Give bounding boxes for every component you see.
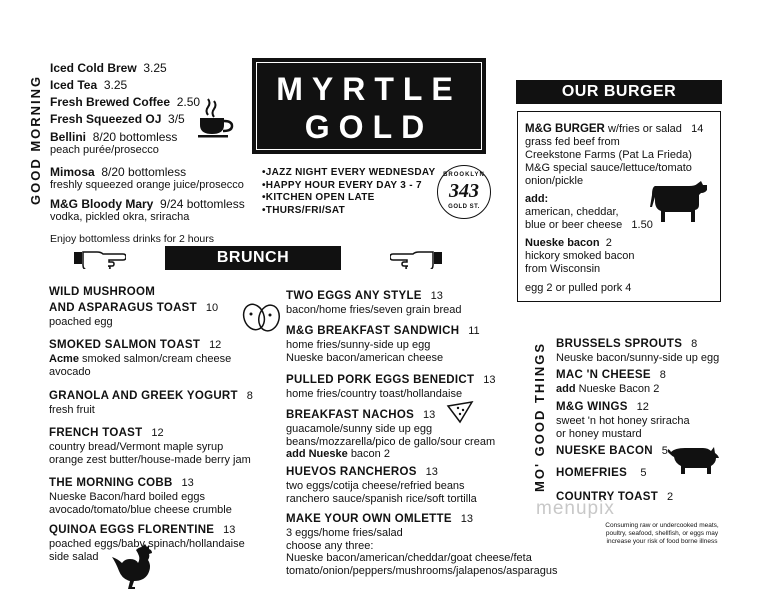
- cocktail-desc: vodka, pickled okra, sriracha: [50, 211, 190, 223]
- burger-title: M&G BURGER w/fries or salad 14: [525, 123, 704, 135]
- seal-bottom: GOLD ST.: [448, 204, 480, 210]
- logo-line2: GOLD: [304, 109, 434, 145]
- drink-item: Iced Cold Brew 3.25: [50, 61, 167, 75]
- event-item: •HAPPY HOUR EVERY DAY 3 - 7: [262, 179, 422, 191]
- event-item: •THURS/FRI/SAT: [262, 204, 346, 216]
- seal-top: BROOKLYN: [443, 172, 485, 178]
- burger-add-line: american, cheddar,: [525, 206, 619, 218]
- menu-item: SMOKED SALMON TOAST 12 Acme smoked salmon/cream cheese avocado: [49, 339, 232, 378]
- burger-bacon-desc: hickory smoked bacon: [525, 250, 635, 262]
- cocktail-item: Mimosa 8/20 bottomless: [50, 165, 187, 179]
- pointing-hand-left-icon: [390, 247, 442, 269]
- cocktail-item: Bellini 8/20 bottomless: [50, 130, 178, 144]
- cocktail-desc: freshly squeezed orange juice/prosecco: [50, 179, 244, 191]
- menu-item: THE MORNING COBB 13 Nueske Bacon/hard boiled eggs avocado/tomato/blue cheese crumble: [49, 477, 232, 516]
- drink-item: Fresh Brewed Coffee 2.50: [50, 95, 201, 109]
- address-seal: [437, 165, 491, 219]
- watermark: menupix: [536, 498, 615, 519]
- burger-desc: grass fed beef from: [525, 136, 620, 148]
- menu-item: M&G BREAKFAST SANDWICH 11 home fries/sunny-side up egg Nueske bacon/american cheese: [286, 325, 480, 364]
- brunch-header-text: BRUNCH: [216, 249, 290, 266]
- menu-item: HUEVOS RANCHEROS 13 two eggs/cotija cheese/refried beans ranchero sauce/spanish rice/soft tortilla: [286, 466, 477, 505]
- burger-add-label: add:: [525, 193, 549, 205]
- cocktail-item: M&G Bloody Mary 9/24 bottomless: [50, 197, 245, 211]
- menu-item: FRENCH TOAST 12 country bread/Vermont maple syrup orange zest butter/house-made berry jam: [49, 427, 251, 466]
- pig-icon: [666, 444, 720, 476]
- event-item: •KITCHEN OPEN LATE: [262, 192, 375, 203]
- nacho-chip-icon: [446, 400, 474, 424]
- brunch-header: [165, 246, 341, 270]
- pointing-hand-right-icon: [74, 247, 126, 269]
- brunch-right-column: [286, 286, 558, 577]
- brunch-left-column: [49, 286, 253, 563]
- cow-icon: [643, 176, 709, 222]
- burger-desc: Creekstone Farms (Pat La Frieda): [525, 149, 692, 161]
- menu-item: BREAKFAST NACHOS 13 guacamole/sunny side up egg beans/mozzarella/pico de gallo/sour cream add Nueske bacon 2: [286, 409, 496, 460]
- menu-item: MAKE YOUR OWN OMLETTE 13 3 eggs/home fries/salad choose any three: Nueske bacon/american/cheddar/goat cheese/feta tomato/onion/peppers/mushrooms/jalapenos/asparagus: [286, 513, 558, 577]
- bottomless-note: Enjoy bottomless drinks for 2 hours: [50, 233, 214, 245]
- mo-good-things-label: MO' GOOD THINGS: [532, 341, 547, 492]
- burger-add-line: blue or beer cheese 1.50: [525, 219, 653, 231]
- seal-number: 343: [449, 180, 479, 202]
- side-item: BRUSSELS SPROUTS 8 Neuske bacon/sunny-side up egg: [556, 338, 720, 364]
- burger-desc: onion/pickle: [525, 175, 584, 187]
- logo-line1: MYRTLE: [276, 71, 462, 107]
- eggs-icon: [240, 300, 284, 332]
- side-item: HOMEFRIES 5: [556, 467, 647, 479]
- drink-item: Fresh Squeezed OJ 3/5: [50, 112, 185, 126]
- burger-bacon: Nueske bacon 2: [525, 237, 612, 249]
- sides-list: [556, 334, 719, 505]
- cocktail-desc: peach purée/prosecco: [50, 144, 159, 156]
- burger-desc: M&G special sauce/lettuce/tomato: [525, 162, 692, 174]
- menu-item: GRANOLA AND GREEK YOGURT 8 fresh fruit: [49, 390, 253, 416]
- logo: [252, 58, 486, 154]
- burger-header-text: OUR BURGER: [561, 83, 677, 100]
- menu-item: TWO EGGS ANY STYLE 13 bacon/home fries/seven grain bread: [286, 290, 462, 316]
- burger-header: [516, 80, 722, 104]
- side-item: MAC 'N CHEESE 8 add Nueske Bacon 2: [556, 369, 666, 395]
- menu-item: PULLED PORK EGGS BENEDICT 13 home fries/country toast/hollandaise: [286, 374, 496, 400]
- menu-item: WILD MUSHROOM AND ASPARAGUS TOAST 10 poached egg: [49, 286, 219, 328]
- drink-item: Iced Tea 3.25: [50, 78, 128, 92]
- chicken-icon: [112, 543, 154, 589]
- disclaimer: Consuming raw or undercooked meats, poultry, seafood, shellfish, or eggs may increase your risk of food borne illness: [605, 522, 719, 545]
- good-morning-label: GOOD MORNING: [28, 74, 43, 205]
- event-item: •JAZZ NIGHT EVERY WEDNESDAY: [262, 167, 436, 178]
- burger-bacon-desc: from Wisconsin: [525, 263, 601, 275]
- coffee-cup-icon: [196, 97, 238, 139]
- burger-egg-line: egg 2 or pulled pork 4: [525, 282, 632, 294]
- side-item: COUNTRY TOAST 2: [556, 491, 674, 503]
- events-list: [262, 167, 435, 217]
- side-item: M&G WINGS 12 sweet 'n hot honey sriracha or honey mustard: [556, 401, 690, 440]
- drinks-list: [50, 62, 245, 245]
- side-item: NUESKE BACON 5: [556, 445, 668, 457]
- menu-item: QUINOA EGGS FLORENTINE 13 poached eggs/baby spinach/hollandaise side salad: [49, 524, 245, 563]
